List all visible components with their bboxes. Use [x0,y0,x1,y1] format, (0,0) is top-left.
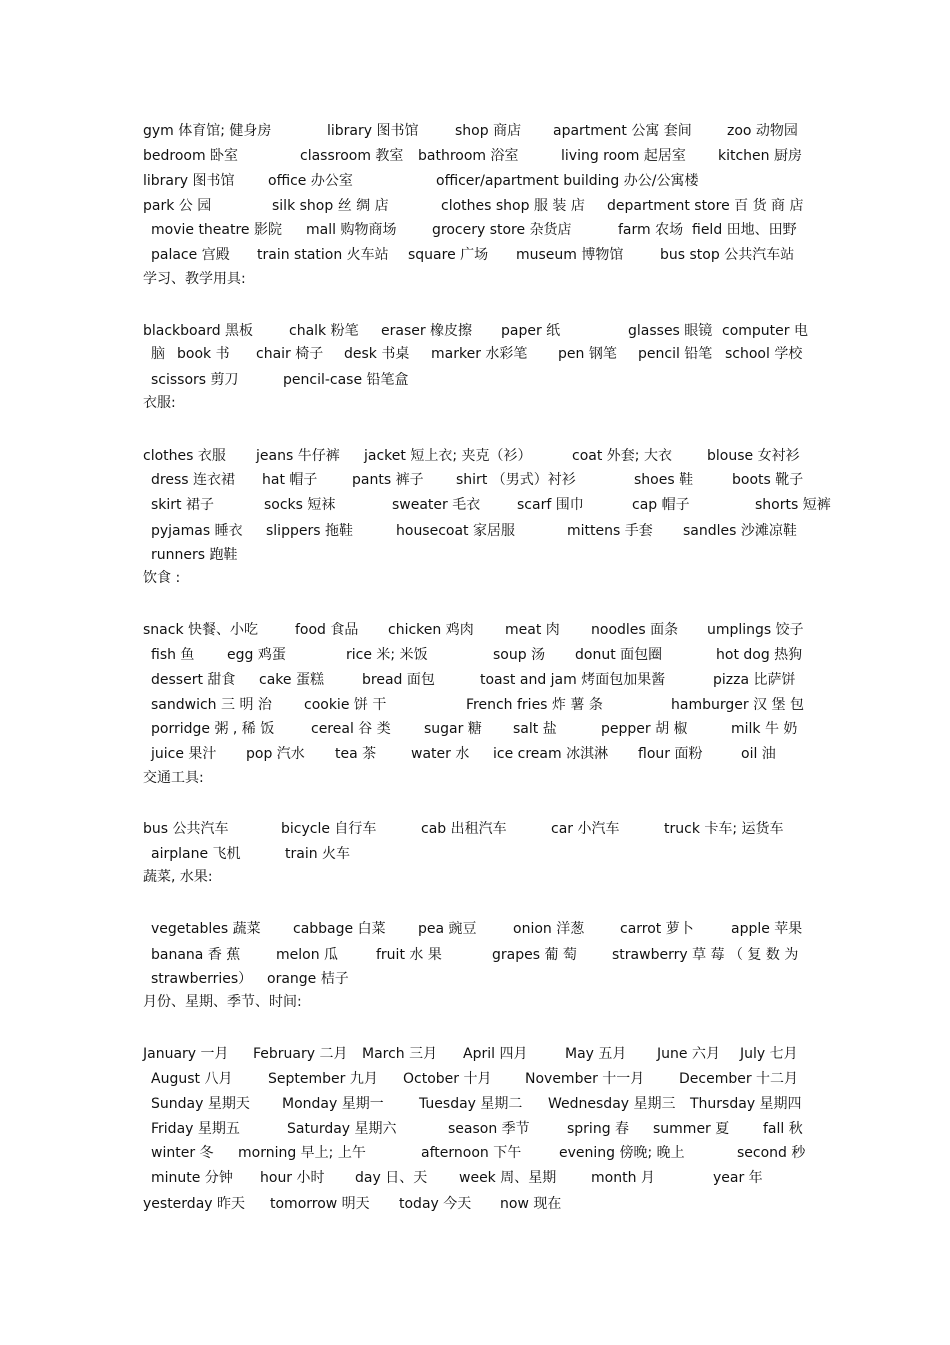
vocab-entry: food 食品 [295,622,359,638]
vocab-entry: gym 体育馆; 健身房 [143,123,272,139]
vocab-line [0,1119,950,1139]
vocab-entry: marker 水彩笔 [431,346,528,362]
vocab-line [0,670,950,690]
vocab-line [0,146,950,166]
vocab-entry: Wednesday 星期三 [548,1096,676,1112]
vocab-entry: morning 早上; 上午 [238,1145,366,1161]
vocab-entry: bus 公共汽车 [143,821,229,837]
vocab-entry: shorts 短裤 [755,497,831,513]
vocab-line [0,220,950,240]
vocab-entry: August 八月 [151,1071,233,1087]
vocab-entry: bathroom 浴室 [418,148,519,164]
vocab-entry: May 五月 [565,1046,627,1062]
vocab-line [0,945,950,965]
vocab-entry: fish 鱼 [151,647,195,663]
vocab-entry: strawberry 草 莓 （ 复 数 为 [612,947,799,963]
vocab-line [0,196,950,216]
section-heading: 饮食 : [143,570,181,586]
vocab-entry: square 广场 [408,247,489,263]
vocab-entry: soup 汤 [493,647,546,663]
vocab-entry: shirt （男式）衬衫 [456,472,576,488]
vocab-entry: rice 米; 米饭 [346,647,428,663]
vocab-entry: banana 香 蕉 [151,947,241,963]
vocab-entry: October 十月 [403,1071,492,1087]
vocab-entry: Saturday 星期六 [287,1121,397,1137]
vocab-entry: umplings 饺子 [707,622,804,638]
vocab-entry: Monday 星期一 [282,1096,384,1112]
vocab-entry: winter 冬 [151,1145,214,1161]
vocab-entry: cookie 饼 干 [304,697,387,713]
vocab-entry: train station 火车站 [257,247,389,263]
vocab-entry: dress 连衣裙 [151,472,235,488]
vocab-entry: pencil 铅笔 [638,346,713,362]
vocab-entry: mall 购物商场 [306,222,397,238]
vocab-entry: July 七月 [740,1046,798,1062]
vocab-line [0,969,950,989]
vocab-entry: cap 帽子 [632,497,690,513]
vocab-entry: kitchen 厨房 [718,148,802,164]
vocab-line [0,744,950,764]
vocab-entry: vegetables 蔬菜 [151,921,261,937]
vocab-entry: library 图书馆 [327,123,419,139]
vocab-entry: clothes shop 服 装 店 [441,198,585,214]
vocab-line [0,1143,950,1163]
vocab-line [0,446,950,466]
vocab-entry: now 现在 [500,1196,562,1212]
vocab-entry: blackboard 黑板 [143,323,254,339]
vocab-entry: year 年 [713,1170,763,1186]
vocab-line [0,545,950,565]
vocab-entry: jacket 短上衣; 夹克（衫） [364,448,532,464]
vocab-entry: movie theatre 影院 [151,222,282,238]
vocab-entry: coat 外套; 大衣 [572,448,672,464]
vocab-entry: noodles 面条 [591,622,679,638]
vocab-entry: scissors 剪刀 [151,372,239,388]
vocab-line [0,470,950,490]
vocab-line [0,370,950,390]
vocab-entry: pop 汽水 [246,746,305,762]
vocab-entry: pen 钢笔 [558,346,617,362]
vocab-entry: tomorrow 明天 [270,1196,370,1212]
vocab-line [0,719,950,739]
vocab-entry: snack 快餐、小吃 [143,622,259,638]
vocab-entry: December 十二月 [679,1071,799,1087]
vocab-line [0,1069,950,1089]
vocab-entry: chalk 粉笔 [289,323,359,339]
vocab-entry: sugar 糖 [424,721,482,737]
vocab-entry: apple 苹果 [731,921,803,937]
vocab-entry: hat 帽子 [262,472,318,488]
vocab-line [0,1168,950,1188]
vocab-entry: day 日、天 [355,1170,428,1186]
vocab-entry: zoo 动物园 [727,123,798,139]
vocab-entry: boots 靴子 [732,472,804,488]
vocab-entry: eraser 橡皮擦 [381,323,473,339]
vocab-entry: oil 油 [741,746,776,762]
vocab-entry: cereal 谷 类 [311,721,391,737]
vocab-line [0,495,950,515]
vocab-entry: shop 商店 [455,123,522,139]
vocab-line [0,1194,950,1214]
vocab-line [0,1094,950,1114]
vocab-entry: juice 果汁 [151,746,217,762]
vocab-entry: skirt 裙子 [151,497,214,513]
vocab-line [0,321,950,341]
vocab-entry: grapes 葡 萄 [492,947,577,963]
vocab-entry: pea 豌豆 [418,921,477,937]
vocab-entry: jeans 牛仔裤 [256,448,340,464]
vocab-entry: truck 卡车; 运货车 [664,821,784,837]
vocab-line [0,245,950,265]
vocab-entry: yesterday 昨天 [143,1196,246,1212]
vocab-entry: slippers 拖鞋 [266,523,353,539]
vocab-entry: Thursday 星期四 [690,1096,802,1112]
vocab-entry: chicken 鸡肉 [388,622,474,638]
vocab-entry: park 公 园 [143,198,212,214]
vocab-entry: week 周、星期 [459,1170,557,1186]
vocab-entry: bicycle 自行车 [281,821,377,837]
vocab-entry: pizza 比萨饼 [713,672,796,688]
vocab-line [0,521,950,541]
vocab-entry: strawberries） [151,971,253,987]
vocab-entry: runners 跑鞋 [151,547,238,563]
vocab-entry: Friday 星期五 [151,1121,240,1137]
vocab-entry: officer/apartment building 办公/公寓楼 [436,173,699,189]
vocab-entry: November 十一月 [525,1071,645,1087]
vocab-entry: cab 出租汽车 [421,821,507,837]
vocab-line [0,844,950,864]
vocab-entry: afternoon 下午 [421,1145,522,1161]
vocab-entry: car 小汽车 [551,821,620,837]
vocab-entry: library 图书馆 [143,173,235,189]
vocab-entry: water 水 [411,746,470,762]
vocab-entry: March 三月 [362,1046,438,1062]
vocab-entry: hot dog 热狗 [716,647,803,663]
vocab-entry: classroom 教室 [300,148,404,164]
vocab-entry: scarf 围巾 [517,497,584,513]
vocab-entry: hamburger 汉 堡 包 [671,697,804,713]
vocab-entry: clothes 衣服 [143,448,226,464]
vocab-entry: sweater 毛衣 [392,497,481,513]
vocab-entry: pyjamas 睡衣 [151,523,243,539]
vocab-entry: train 火车 [285,846,351,862]
vocab-line [0,819,950,839]
vocab-entry: tea 茶 [335,746,377,762]
vocab-entry: glasses 眼镜 [628,323,713,339]
section-heading: 蔬菜, 水果: [143,869,213,885]
vocab-entry: French fries 炸 薯 条 [466,697,603,713]
vocab-entry: fruit 水 果 [376,947,442,963]
vocab-line [0,171,950,191]
vocab-entry: orange 桔子 [267,971,349,987]
vocab-entry: living room 起居室 [561,148,686,164]
vocab-entry: chair 椅子 [256,346,324,362]
vocab-entry: school 学校 [725,346,803,362]
vocab-entry: museum 博物馆 [516,247,624,263]
vocab-entry: farm 农场 [618,222,684,238]
vocab-entry: carrot 萝卜 [620,921,694,937]
section-heading: 学习、教学用具: [143,271,246,287]
vocab-entry: flour 面粉 [638,746,703,762]
vocab-entry: toast and jam 烤面包加果酱 [480,672,666,688]
vocab-entry: dessert 甜食 [151,672,236,688]
vocab-entry: socks 短袜 [264,497,336,513]
vocab-entry: desk 书桌 [344,346,410,362]
vocab-entry: today 今天 [399,1196,472,1212]
vocab-entry: palace 宫殿 [151,247,230,263]
vocab-entry: paper 纸 [501,323,561,339]
vocab-entry: office 办公室 [268,173,353,189]
vocab-entry: pencil-case 铅笔盒 [283,372,409,388]
vocab-entry: second 秒 [737,1145,806,1161]
vocab-entry: month 月 [591,1170,655,1186]
vocab-entry: egg 鸡蛋 [227,647,286,663]
vocab-entry: minute 分钟 [151,1170,233,1186]
vocab-entry: grocery store 杂货店 [432,222,572,238]
vocab-entry: porridge 粥 , 稀 饭 [151,721,275,737]
vocab-entry: housecoat 家居服 [396,523,515,539]
section-heading: 衣服: [143,395,176,411]
vocab-entry: season 季节 [448,1121,530,1137]
vocab-entry: book 书 [177,346,230,362]
vocab-entry: salt 盐 [513,721,557,737]
vocab-line [0,919,950,939]
vocab-line [0,121,950,141]
vocab-entry: ice cream 冰淇淋 [493,746,609,762]
vocab-entry: apartment 公寓 套间 [553,123,692,139]
vocab-entry: computer 电 [722,323,808,339]
vocab-entry: Tuesday 星期二 [419,1096,523,1112]
vocab-entry: bus stop 公共汽车站 [660,247,795,263]
vocab-entry: onion 洋葱 [513,921,585,937]
vocab-entry: pepper 胡 椒 [601,721,688,737]
vocab-entry: mittens 手套 [567,523,653,539]
vocab-entry: April 四月 [463,1046,528,1062]
vocab-entry: airplane 飞机 [151,846,241,862]
vocab-entry: blouse 女衬衫 [707,448,800,464]
vocab-entry: fall 秋 [763,1121,803,1137]
vocab-entry: Sunday 星期天 [151,1096,250,1112]
vocab-entry: bread 面包 [362,672,435,688]
vocab-line [0,344,950,364]
vocab-entry: September 九月 [268,1071,378,1087]
vocab-entry: field 田地、田野 [692,222,797,238]
vocab-entry: evening 傍晚; 晚上 [559,1145,685,1161]
vocab-entry: January 一月 [143,1046,229,1062]
vocab-entry: February 二月 [253,1046,348,1062]
vocab-entry: silk shop 丝 绸 店 [272,198,389,214]
vocab-line [0,620,950,640]
vocab-entry: summer 夏 [653,1121,730,1137]
vocab-entry: shoes 鞋 [634,472,694,488]
vocab-line [0,1044,950,1064]
vocab-entry: spring 春 [567,1121,630,1137]
vocab-entry: sandles 沙滩凉鞋 [683,523,797,539]
vocab-entry: cake 蛋糕 [259,672,324,688]
section-heading: 月份、星期、季节、时间: [143,994,302,1010]
vocab-entry: department store 百 货 商 店 [607,198,804,214]
vocab-line [0,645,950,665]
vocab-entry: meat 肉 [505,622,560,638]
vocab-entry: bedroom 卧室 [143,148,239,164]
vocab-entry: melon 瓜 [276,947,339,963]
vocab-entry: June 六月 [657,1046,720,1062]
vocab-entry: pants 裤子 [352,472,424,488]
vocab-entry: hour 小时 [260,1170,325,1186]
vocab-entry: cabbage 白菜 [293,921,386,937]
vocab-line [0,695,950,715]
vocab-entry: sandwich 三 明 治 [151,697,272,713]
vocab-entry: 脑 [151,346,165,362]
section-heading: 交通工具: [143,770,204,786]
vocab-entry: milk 牛 奶 [731,721,798,737]
vocab-entry: donut 面包圈 [575,647,663,663]
